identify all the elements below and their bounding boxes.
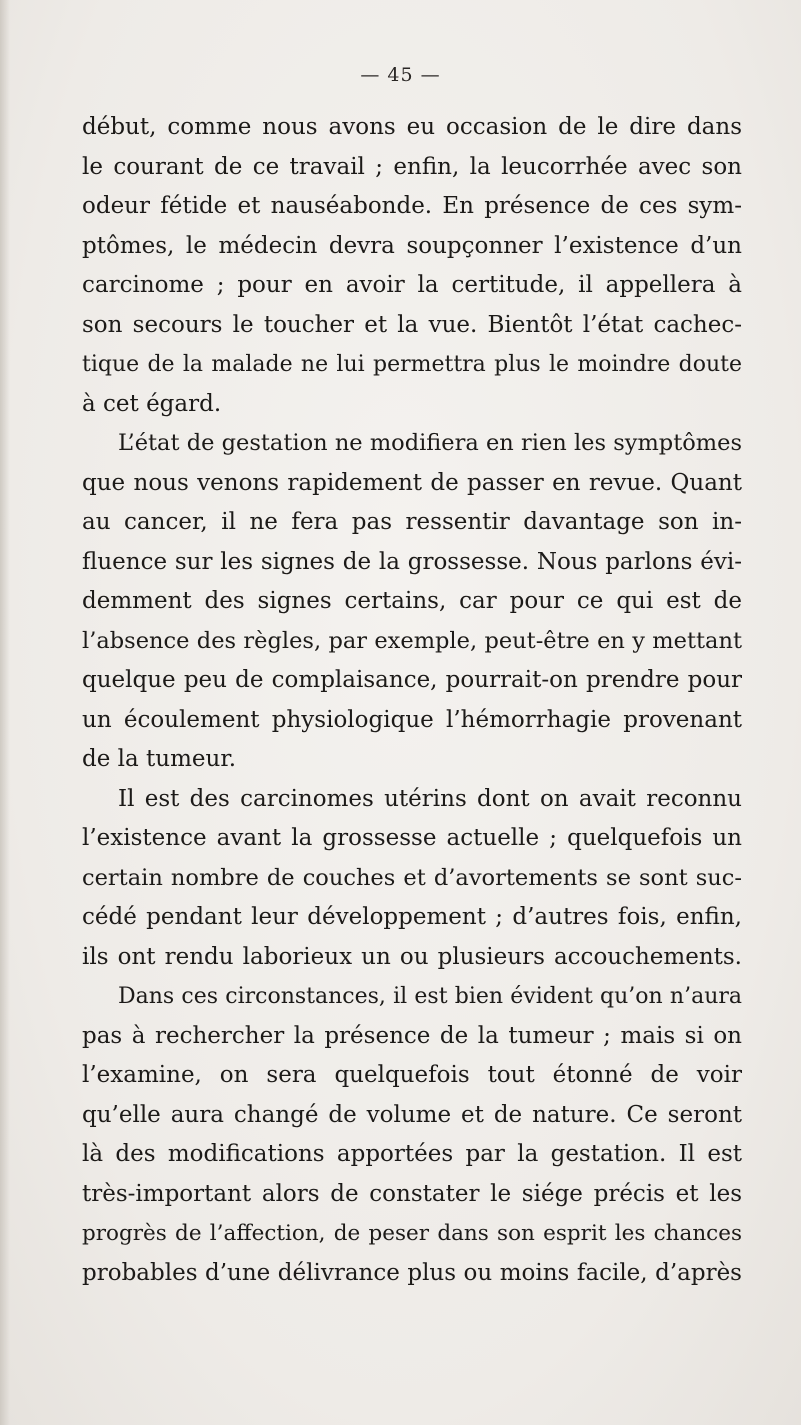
text-line: cédé pendant leur développement ; d’autres fois, enfin,	[82, 904, 742, 930]
text-line: quelque peu de complaisance, pourrait-on prendre pour	[82, 667, 742, 693]
text-line: odeur fétide et nauséabonde. En présence de ces sym-	[82, 193, 742, 219]
text-line: à cet égard.	[82, 390, 222, 417]
text-line: probables d’une délivrance plus ou moins facile, d’après	[82, 1259, 742, 1286]
text-line: un écoulement physiologique l’hémorrhagie provenant	[82, 706, 742, 733]
text-line: demment des signes certains, car pour ce qui est de	[82, 588, 742, 614]
text-line: que nous venons rapidement de passer en revue. Quant	[82, 469, 742, 496]
body-text	[82, 108, 742, 1293]
text-line: certain nombre de couches et d’avortements se sont suc-	[82, 864, 742, 891]
text-line: fluence sur les signes de la grossesse. Nous parlons évi-	[82, 548, 742, 575]
text-line: l’examine, on sera quelquefois tout étonné de voir	[82, 1062, 742, 1088]
text-line: Dans ces circonstances, il est bien évident qu’on n’aura	[118, 984, 742, 1009]
text-line: très-important alors de constater le siége précis et les	[82, 1180, 742, 1207]
text-line: tique de la malade ne lui permettra plus le moindre doute	[82, 352, 742, 377]
text-line: là des modifications apportées par la gestation. Il est	[82, 1141, 742, 1167]
text-line: carcinome ; pour en avoir la certitude, il appellera à	[82, 272, 742, 298]
page-gutter-shadow	[0, 0, 10, 1425]
text-line: de la tumeur.	[82, 746, 237, 772]
text-line: ptômes, le médecin devra soupçonner l’existence d’un	[82, 232, 742, 259]
page-number: — 45 —	[360, 64, 441, 86]
text-line: Il est des carcinomes utérins dont on avait reconnu	[118, 785, 742, 812]
text-line: au cancer, il ne fera pas ressentir davantage son in-	[82, 509, 742, 535]
text-line: ils ont rendu laborieux un ou plusieurs accouchements.	[82, 943, 742, 970]
text-line: le courant de ce travail ; enfin, la leucorrhée avec son	[82, 153, 742, 180]
text-line: qu’elle aura changé de volume et de nature. Ce seront	[82, 1101, 742, 1128]
text-line: début, comme nous avons eu occasion de le dire dans	[82, 114, 742, 140]
text-line: l’absence des règles, par exemple, peut-être en y mettant	[82, 627, 742, 654]
text-line: progrès de l’affection, de peser dans son esprit les chances	[82, 1221, 742, 1246]
text-line: l’existence avant la grossesse actuelle ; quelquefois un	[82, 825, 742, 851]
text-line: son secours le toucher et la vue. Bientôt l’état cachec-	[82, 311, 742, 338]
text-line: pas à rechercher la présence de la tumeur ; mais si on	[82, 1022, 742, 1049]
text-line: L’état de gestation ne modifiera en rien les symptômes	[118, 430, 742, 456]
